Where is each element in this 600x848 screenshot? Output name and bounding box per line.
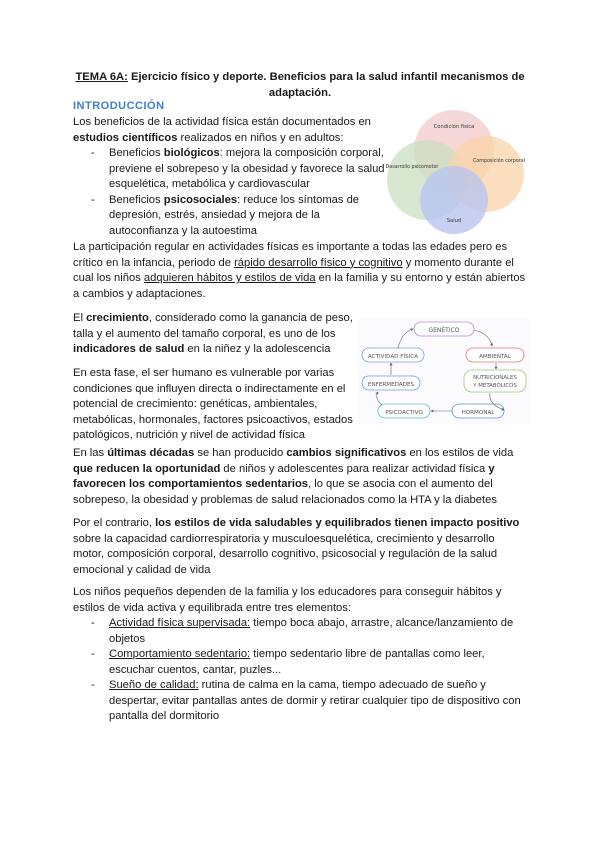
- growth-paragraph: El crecimiento, considerado como la ganancia de peso, talla y el aumento del tamaño corporal, es uno de los indicadores de salud en la niñez y la adolescencia: [73, 312, 353, 355]
- svg-text:Y METABÓLICOS: Y METABÓLICOS: [473, 383, 517, 389]
- title-text: Ejercicio físico y deporte. Beneficios para la salud infantil mecanismos de adaptación.: [127, 71, 525, 99]
- svg-text:GENÉTICO: GENÉTICO: [428, 327, 460, 334]
- list-item: - Beneficios psicosociales: reduce los síntomas de depresión, estrés, ansiedad y mejora de la autoconfianza y la autoestima: [91, 193, 360, 237]
- title-prefix: TEMA 6A:: [75, 71, 128, 83]
- list-item: - Sueño de calidad: rutina de calma en la cama, tiempo adecuado de sueño y despertar, evitar pantallas antes de dormir y retirar cualquier tipo de dispositivo con pantalla del dormitorio: [91, 679, 521, 722]
- benefits-venn-diagram: [382, 100, 528, 238]
- svg-text:PSICOACTIVO: PSICOACTIVO: [385, 410, 423, 416]
- svg-text:ENFERMEDADES: ENFERMEDADES: [367, 382, 415, 388]
- venn-label-composicion: Composición corporal: [472, 159, 526, 164]
- venn-label-condicion: Condición física: [433, 124, 475, 130]
- document-title: [70, 69, 530, 101]
- svg-text:NUTRICIONALES: NUTRICIONALES: [473, 375, 517, 381]
- conditions-paragraph: En esta fase, el ser humano es vulnerable por varias condiciones que influyen directa o indirectamente en el potencial de crecimiento: genéticas, ambientales, metabólicas, hormonales, factores psicoactivos, estados patológicos, nutrición y nivel de actividad física: [73, 367, 353, 441]
- three-elements-paragraph: Los niños pequeños dependen de la familia y los educadores para conseguir hábitos y estilos de vida activa y equilibrada entre tres elementos:: [73, 586, 502, 614]
- elements-list: [91, 616, 528, 725]
- venn-label-desarrollo: Desarrollo psicomotor: [385, 165, 439, 170]
- section-heading: INTRODUCCIÓN: [73, 100, 165, 112]
- list-item: - Actividad física supervisada: tiempo boca abajo, arrastre, alcance/lanzamiento de objetos: [91, 617, 514, 645]
- decades-paragraph: En las últimas décadas se han producido cambios significativos en los estilos de vida que reducen la oportunidad de niños y adolescentes para realizar actividad física y favorecen los comportamientos sedentarios, lo que se asocia con el aumento del sobrepeso, la obesidad y problemas de salud relacionados como la HTA y la diabetes: [73, 447, 514, 506]
- svg-text:AMBIENTAL: AMBIENTAL: [479, 354, 511, 360]
- participation-paragraph: La participación regular en actividades físicas es importante a todas las edades pero es crítico en la infancia, periodo de rápido desarrollo físico y cognitivo y momento durante el cual los niños adquieren hábitos y estilos de vida en la familia y su entorno y están abiertos a cambios y adaptaciones.: [73, 241, 526, 300]
- benefits-list: [91, 146, 391, 239]
- intro-paragraph: Los beneficios de la actividad física están documentados en estudios científicos realizados en niños y en adultos:: [73, 116, 371, 144]
- list-item: - Comportamiento sedentario: tiempo sedentario libre de pantallas como leer, escuchar cuentos, cantar, puzles...: [91, 648, 485, 676]
- svg-text:ACTIVIDAD FÍSICA: ACTIVIDAD FÍSICA: [367, 354, 419, 360]
- healthy-lifestyle-paragraph: Por el contrario, los estilos de vida saludables y equilibrados tienen impacto positivo sobre la capacidad cardiorrespiratoria y musculoesquelética, crecimiento y desarrollo motor, composición corporal, desarrollo cognitivo, psicosocial y regulación de la salud emocional y calidad de vida: [73, 517, 520, 576]
- svg-text:HORMONAL: HORMONAL: [461, 410, 495, 416]
- venn-label-salud: Salud: [446, 218, 462, 224]
- growth-factors-diagram: [358, 318, 530, 424]
- list-item: - Beneficios biológicos: mejora la composición corporal, previene el sobrepeso y la obesidad y favorece la salud esquelética, metabólica y cardiovascular: [91, 147, 385, 190]
